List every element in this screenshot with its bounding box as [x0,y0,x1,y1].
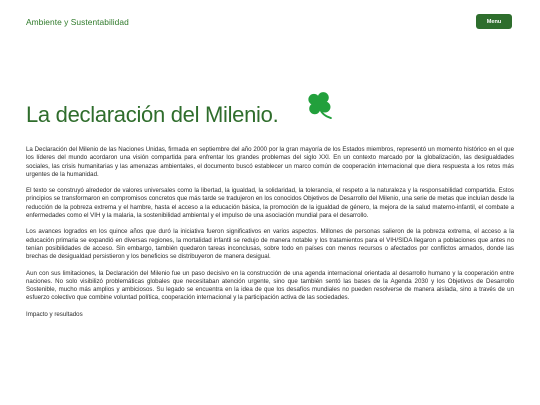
article-paragraph: La Declaración del Milenio de las Naciones Unidas, firmada en septiembre del año 2000 por la gran mayoría de los Estados miembros, representó un momento histórico en el que los líderes del mundo acordaron una visión compartida para enfrentar los grandes problemas del siglo XXI. En un contexto marcado por la globalización, las desigualdades sociales, las crisis humanitarias y las amenazas ambientales, el documento buscó establecer un marco común de cooperación internacional que diera respuesta a los retos más urgentes de la humanidad. [26,146,514,178]
article-body [26,146,514,319]
menu-button[interactable]: Menu [476,14,512,29]
section-subheading: Impacto y resultados [26,310,83,318]
article-paragraph: Aun con sus limitaciones, la Declaración del Milenio fue un paso decisivo en la construcción de una agenda internacional orientada al desarrollo humano y la cooperación entre naciones. No solo visibilizó problemáticas globales que necesitaban atención urgente, sino que también sentó las bases de la Agenda 2030 y los Objetivos de Desarrollo Sostenible, mucho más amplios y ambiciosos. Su legado se encuentra en la idea de que los desafíos mundiales no pueden resolverse de manera aislada, sino a través de un esfuerzo colectivo que combine voluntad política, cooperación internacional y la participación activa de las sociedades. [26,269,514,302]
article-paragraph: El texto se construyó alrededor de valores universales como la libertad, la igualdad, la solidaridad, la tolerancia, el respeto a la naturaleza y la responsabilidad compartida. Estos principios se transformaron en compromisos concretos que más tarde se tradujeron en los conocidos Objetivos de Desarrollo del Milenio, una serie de metas que incluían desde la reducción de la pobreza extrema y el hambre, hasta el acceso a la educación básica, la promoción de la igualdad de género, la mejora de la salud materno-infantil, el combate a enfermedades como el VIH y la malaria, la sostenibilidad ambiental y el impulso de una asociación mundial para el desarrollo. [26,187,514,220]
clover-icon [302,90,336,124]
page-title: La declaración del Milenio. [26,102,279,127]
site-title[interactable]: Ambiente y Sustentabilidad [26,17,129,27]
site-header [0,0,540,44]
hero-section [26,92,356,132]
article-paragraph: Los avances logrados en los quince años que duró la iniciativa fueron significativos en varios aspectos. Millones de personas salieron de la pobreza extrema, el acceso a la educación primaria se expandió en diversas regiones, la mortalidad infantil se redujo de manera notable y los tratamientos para el VIH/SIDA llegaron a poblaciones que antes no tenían posibilidades de acceso. Sin embargo, también quedaron tareas inconclusas, sobre todo en países con menos recursos o afectados por conflictos armados, donde las brechas de desigualdad persistieron y los beneficios se distribuyeron de manera desigual. [26,228,514,261]
